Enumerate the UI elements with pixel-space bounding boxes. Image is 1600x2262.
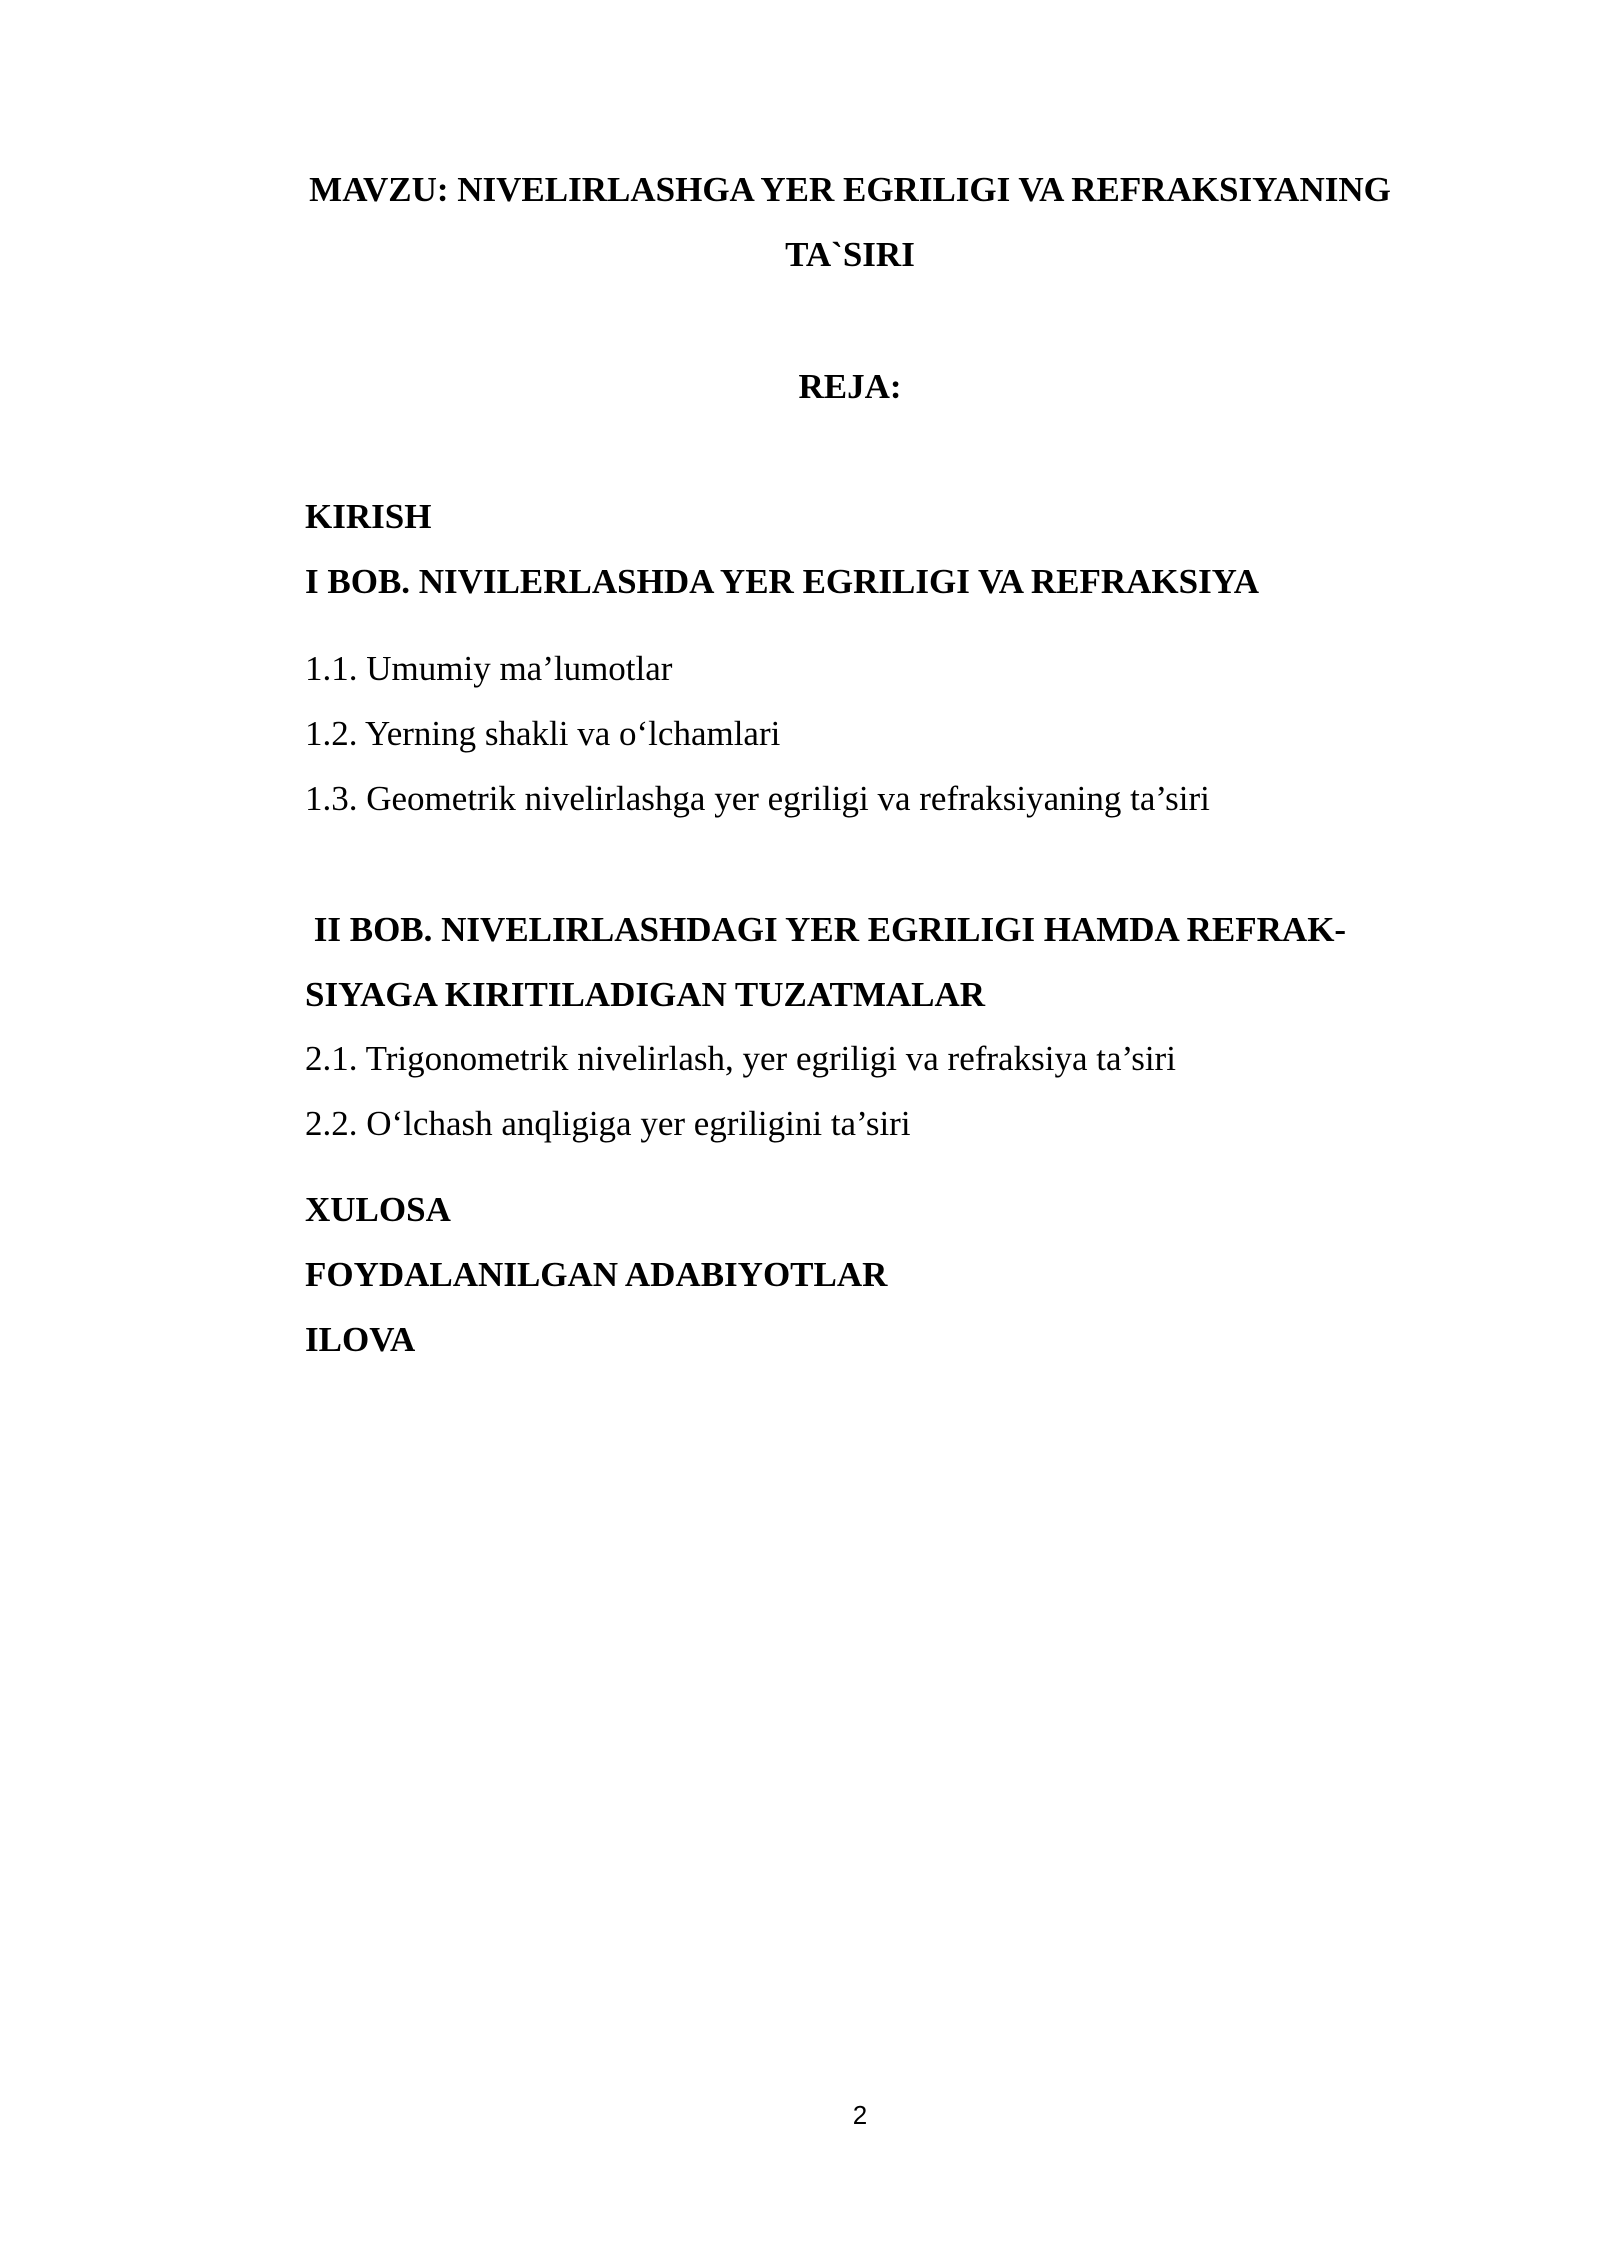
chapter2-item-1: 2.1. Trigonometrik nivelirlash, yer egriligi va refraksiya ta’siri (305, 1039, 1176, 1078)
references-heading: FOYDALANILGAN ADABIYOTLAR (305, 1255, 888, 1294)
intro-heading: KIRISH (305, 497, 432, 536)
title-line-2: TA`SIRI (785, 235, 915, 274)
page-number: 2 (852, 2100, 868, 2130)
chapter1-item-3: 1.3. Geometrik nivelirlashga yer egriligi va refraksiyaning ta’siri (305, 779, 1210, 818)
plan-heading: REJA: (798, 367, 902, 406)
appendix-heading: ILOVA (305, 1320, 416, 1359)
chapter2-heading-line-1: II BOB. NIVELIRLASHDAGI YER EGRILIGI HAMDA REFRAK- (305, 910, 1347, 949)
chapter1-item-2: 1.2. Yerning shakli va o‘lchamlari (305, 714, 781, 753)
chapter2-heading-line-2: SIYAGA KIRITILADIGAN TUZATMALAR (305, 975, 986, 1014)
chapter2-item-2: 2.2. O‘lchash anqligiga yer egriligini ta’siri (305, 1104, 911, 1143)
title-line-1: MAVZU: NIVELIRLASHGA YER EGRILIGI VA REFRAKSIYANING (309, 170, 1391, 209)
conclusion-heading: XULOSA (305, 1190, 451, 1229)
chapter1-item-1: 1.1. Umumiy ma’lumotlar (305, 649, 673, 688)
chapter1-heading: I BOB. NIVILERLASHDA YER EGRILIGI VA REFRAKSIYA (305, 562, 1260, 601)
